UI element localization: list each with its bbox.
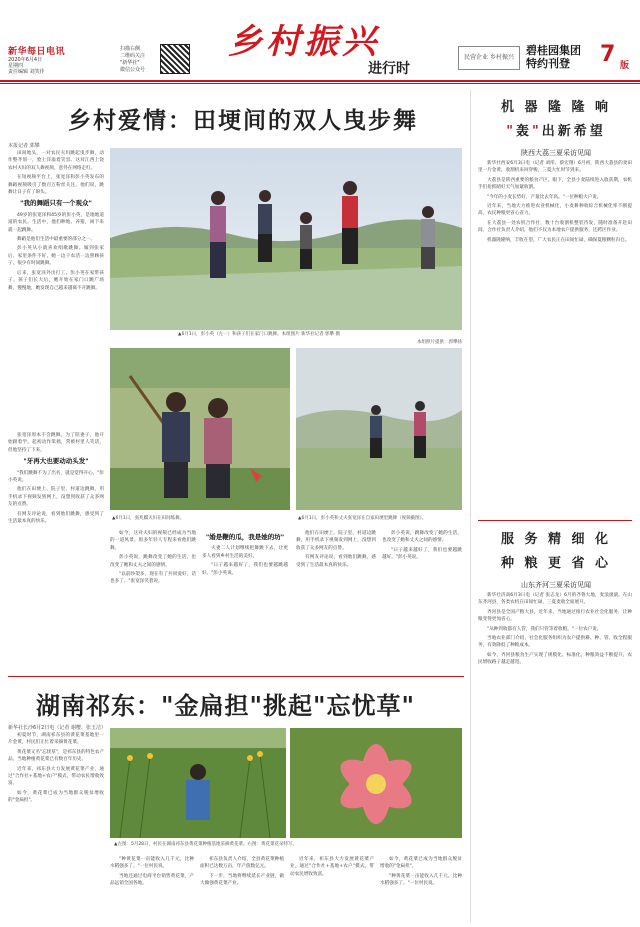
qr-line: 二维码关注: [120, 53, 146, 59]
story1-col1: [8, 150, 104, 430]
header-rule-thin: [0, 83, 640, 84]
paragraph: 近年来，当地大力推进农业机械化，小麦耕种收综合机械化率不断提高，农民种粮更省心省力。: [478, 204, 632, 217]
side2-title-line2: 种 粮 更 省 心: [500, 556, 612, 571]
story1-col1b: [8, 432, 104, 672]
paragraph: 彭小英说，跳舞改变了她的生活，也改变了她和丈夫之间的感情。: [110, 555, 196, 568]
paragraph: 在大荔县一处农机合作社，数十台收割机整装待发，随时准备开赴田间。合作社负责人介绍，他们不仅为本地农户提供服务，还跨区作业。: [478, 220, 632, 234]
paragraph: 当地农业部门介绍，社会化服务组织为农户提供耕、种、管、收全程服务，有效降低了种粮成本。: [478, 636, 632, 649]
couple-photo-image: [110, 348, 290, 510]
subheading: "我的舞蹈只有一个观众": [20, 199, 92, 208]
paragraph: 如今，黄花菜已成为当地群众脱贫增收的"金扁担"。: [380, 857, 462, 870]
paper-editor: 责任编辑 刘笑佳: [8, 69, 45, 75]
story1-photo-couple-ridge: [296, 348, 462, 510]
paragraph: 近年来，祁东县大力发展黄花菜产业，通过"合作社+基地+农户"模式，带动农民增收致富。: [8, 766, 104, 787]
story1-photo-couple-field: [110, 348, 290, 510]
subheading: "婚是鞭的瓜，我是她的坊": [205, 533, 285, 541]
story1-title: 乡村爱情：田埂间的双人曳步舞: [68, 107, 418, 134]
paragraph: "日子越来越好了，我们也要越跳越好。"彭小英说。: [382, 547, 462, 561]
side1-subtitle: 陕西大荔三夏采访见闻: [521, 149, 591, 157]
paragraph: "日子越来越好了，我们也要越跳越好。"彭小英说。: [202, 563, 288, 576]
paragraph: 后来，张宽泽外出打工，彭小英在家带孩子。孩子们长大后，她开始在家门口跳广场舞，慢慢地，她发现自己越来越离不开跳舞。: [8, 270, 104, 291]
paragraph: 如今，黄花菜已成为当地群众脱贫增收的"金扁担"。: [8, 790, 104, 804]
story2-col5: [380, 856, 462, 922]
paragraph: 有网友评论说，看到他们跳舞，感受到了生活最本真的快乐。: [296, 555, 376, 568]
sponsor-name: 碧桂园集团: [526, 44, 581, 57]
qr-code-icon[interactable]: [160, 44, 190, 74]
side2-title-line1: 服 务 精 细 化: [500, 532, 612, 547]
paragraph: 如今，这对夫妇的视频已经成为当地的一道风景。很多年轻人专程来看他们跳舞。: [110, 531, 196, 551]
paper-date: 2020年6月4日: [8, 57, 43, 63]
photo-credit: 本组照片提供：郭攀扬: [417, 340, 462, 345]
paragraph: "从种到收都有人管，我们只管等着收粮。"一位农户说。: [487, 626, 602, 632]
qr-line: 扫描右侧: [120, 46, 141, 52]
paragraph: 机器隆隆响，丰收在望。广大农民正在田间忙碌，确保夏粮颗粒归仓。: [487, 237, 630, 243]
story1-col5: [382, 530, 462, 670]
story2-photo-caption: ▲左图：5月28日，村民在湖南祁东县黄花菜种植基地采摘黄花菜。右图：黄花菜花朵特写。: [114, 842, 298, 847]
paper-weekday: 星期四: [8, 63, 24, 69]
sponsor-sub: 特约刊登: [526, 57, 570, 70]
paper-name: 新华每日电讯: [8, 47, 66, 57]
paragraph: 49岁的张宽泽和45岁的彭小英，是地地道道的农民。生活中，他们种地、养猪，闲下来就一起跳舞。: [8, 212, 104, 233]
story2-col2: [110, 856, 194, 922]
story2-byline: 新华社长沙6月2日电（记者 谢樱、张玉洁）: [8, 725, 106, 731]
story2-col1: [8, 732, 104, 922]
paragraph: "我们跳舞不为了出名，就是觉得开心。"彭小英说。: [8, 470, 104, 484]
paragraph: 在短视频平台上，张宽泽和彭小英发布的舞蹈视频吸引了数百万粉丝关注。他们说，跳舞让日子有了盼头。: [8, 175, 104, 196]
quote-mark: ": [532, 124, 542, 139]
paragraph: 近年来，祁东县大力发展黄花菜产业，通过"合作社+基地+农户"模式，带动农民增收致富。: [290, 857, 374, 877]
paragraph: "以前吵架多，现在有了共同爱好，话也多了。"张宽泽笑着说。: [110, 572, 196, 585]
subheading: "牙再大也要动动头发": [23, 457, 89, 466]
paragraph: 大荔县是陕西重要的粮食产区。眼下，全县小麦陆续进入收获期，农机手们抢抓晴好天气加紧收割。: [478, 177, 632, 191]
daylily-field-image: [110, 728, 286, 838]
side1-body: [478, 160, 632, 520]
qr-line: 微信公众号: [120, 67, 146, 73]
masthead-title: 乡村振兴: [228, 22, 380, 62]
story1-col3: [202, 530, 288, 670]
story2-title: 湖南祁东："金扁担"挑起"忘忧草": [36, 691, 416, 720]
side2-body: [478, 592, 632, 922]
column-divider: [470, 90, 471, 922]
title-rest: 出新希望: [541, 124, 606, 139]
side1-title-line2: [478, 120, 634, 144]
paragraph: "种黄花菜一亩能收入几千元，比种水稻强多了。"一位村民说。: [110, 857, 194, 870]
story2-col4: [290, 856, 374, 922]
story1-photo1-caption: ▲6月1日，彭小英（左一）和孩子们在家门口跳舞。本组图片 新华社记者 郭攀 摄: [178, 332, 340, 337]
paragraph: 当地还通过电商平台销售黄花菜，产品远销全国各地。: [110, 873, 194, 887]
paragraph: 初夏时节，湖南祁东县的黄花菜基地里一片金黄，村民们正忙着采摘黄花菜。: [8, 733, 104, 746]
masthead: [228, 14, 448, 77]
paragraph: 夫妻二人计划继续把舞跳下去，让更多人看到乡村生活的美好。: [202, 546, 288, 559]
side1-title: [478, 96, 634, 144]
side2-subtitle: 山东齐河三夏采访见闻: [521, 581, 591, 589]
page-number: 7: [600, 42, 616, 67]
paragraph: 黄花菜又名"忘忧草"，是祁东县的特色农产品。当地种植黄花菜已有数百年历史。: [8, 749, 104, 763]
paragraph: 新华社济南6月3日电（记者 张志龙）6月的齐鲁大地，麦浪滚滚。在山东齐河县，各类农机在田间忙碌，三夏麦收全面展开。: [478, 593, 632, 606]
story1-col4: [296, 530, 376, 670]
ridge-photo-image: [296, 348, 462, 510]
page-header: [0, 0, 640, 86]
paragraph: 祁东县负责人介绍，全县黄花菜种植面积已达数万亩，年产值数亿元。: [200, 857, 284, 870]
side2-title: [478, 528, 634, 576]
side1-title-line1: 机 器 隆 隆 响: [500, 100, 612, 115]
side-divider: [478, 520, 632, 521]
sponsor-logo: 民营企业 乡村振兴: [458, 46, 520, 70]
masthead-subtitle: 进行时: [368, 61, 410, 77]
paragraph: 新华社西安6月3日电（记者 刘彤、蔡宏翔）6月初，陕西大荔县的麦田里一片金黄，收割机来回穿梭，三夏大忙时节到来。: [478, 161, 632, 174]
paragraph: "种黄花菜一亩能收入几千元，比种水稻强多了。"一位村民说。: [380, 873, 462, 887]
paragraph: 如今，齐河县粮食生产实现了规模化、标准化，种粮效益不断提升，农民增收路子越走越宽。: [478, 652, 632, 666]
title-word: 轰: [515, 124, 532, 139]
paragraph: 田间地头，一对农民夫妇跳起曳步舞，动作整齐划一，脸上洋溢着笑容。这对江西上饶农村夫妇的双人舞视频，意外在网络走红。: [8, 151, 104, 171]
story1-col2: [110, 530, 196, 670]
paragraph: 有网友评论说，看到他们跳舞，感受到了生活最本真的快乐。: [8, 511, 104, 525]
paragraph: 舞蹈是他们生活中最重要的部分之一。: [17, 237, 96, 243]
story1-photo2-caption: ▲6月1日，張兆麒夫妇在田间练舞。: [112, 516, 185, 521]
dance-photo-image: [110, 148, 462, 330]
paragraph: 他们在田埂上、院子里、村道边跳舞，用手机录下视频发到网上，没想到收获了众多网友的点赞。: [296, 531, 376, 551]
page-label: 版: [620, 61, 630, 71]
paragraph: 齐河县是全国产粮大县。近年来，当地通过推行农业社会化服务，让种粮变得更加省心。: [478, 609, 632, 623]
paragraph: 彭小英从小就喜欢唱歌跳舞。嫁到张家后，家里条件不好，她一边干农活一边照顾孩子，很少有时间跳舞。: [8, 246, 104, 267]
qr-line: "新华社": [120, 60, 140, 66]
paragraph: 他们在田埂上、院子里、村道边跳舞，用手机录下视频发到网上，没想到收获了众多网友的点赞。: [8, 487, 104, 508]
story2-col3: [200, 856, 284, 922]
paragraph: "今年的小麦长势好，产量比去年高。"一位种粮大户说。: [487, 194, 602, 200]
quote-mark: ": [506, 124, 516, 139]
story1-byline: 本报记者 郭攀: [8, 143, 40, 149]
paragraph: 张宽泽原本不会跳舞。为了陪妻子，他开始跟着学。起初动作笨拙，常被村里人笑话，但他坚持了下来。: [8, 433, 104, 453]
daylily-flower-image: [290, 728, 462, 838]
paragraph: 彭小英说，跳舞改变了她的生活，也改变了她和丈夫之间的感情。: [382, 531, 462, 544]
story1-photo3-caption: ▲6月1日，彭小英和丈夫张宽泽在自家田埂里跳舞（视频截图）。: [298, 516, 427, 521]
header-rule: [0, 80, 640, 82]
paragraph: 下一步，当地将继续延长产业链，做大做强黄花菜产业。: [200, 873, 284, 887]
section-divider: [8, 676, 464, 677]
story2-photo-flower: [290, 728, 462, 838]
sponsor-block: [526, 44, 581, 70]
story1-photo-dance: [110, 148, 462, 330]
story2-photo-picking: [110, 728, 286, 838]
